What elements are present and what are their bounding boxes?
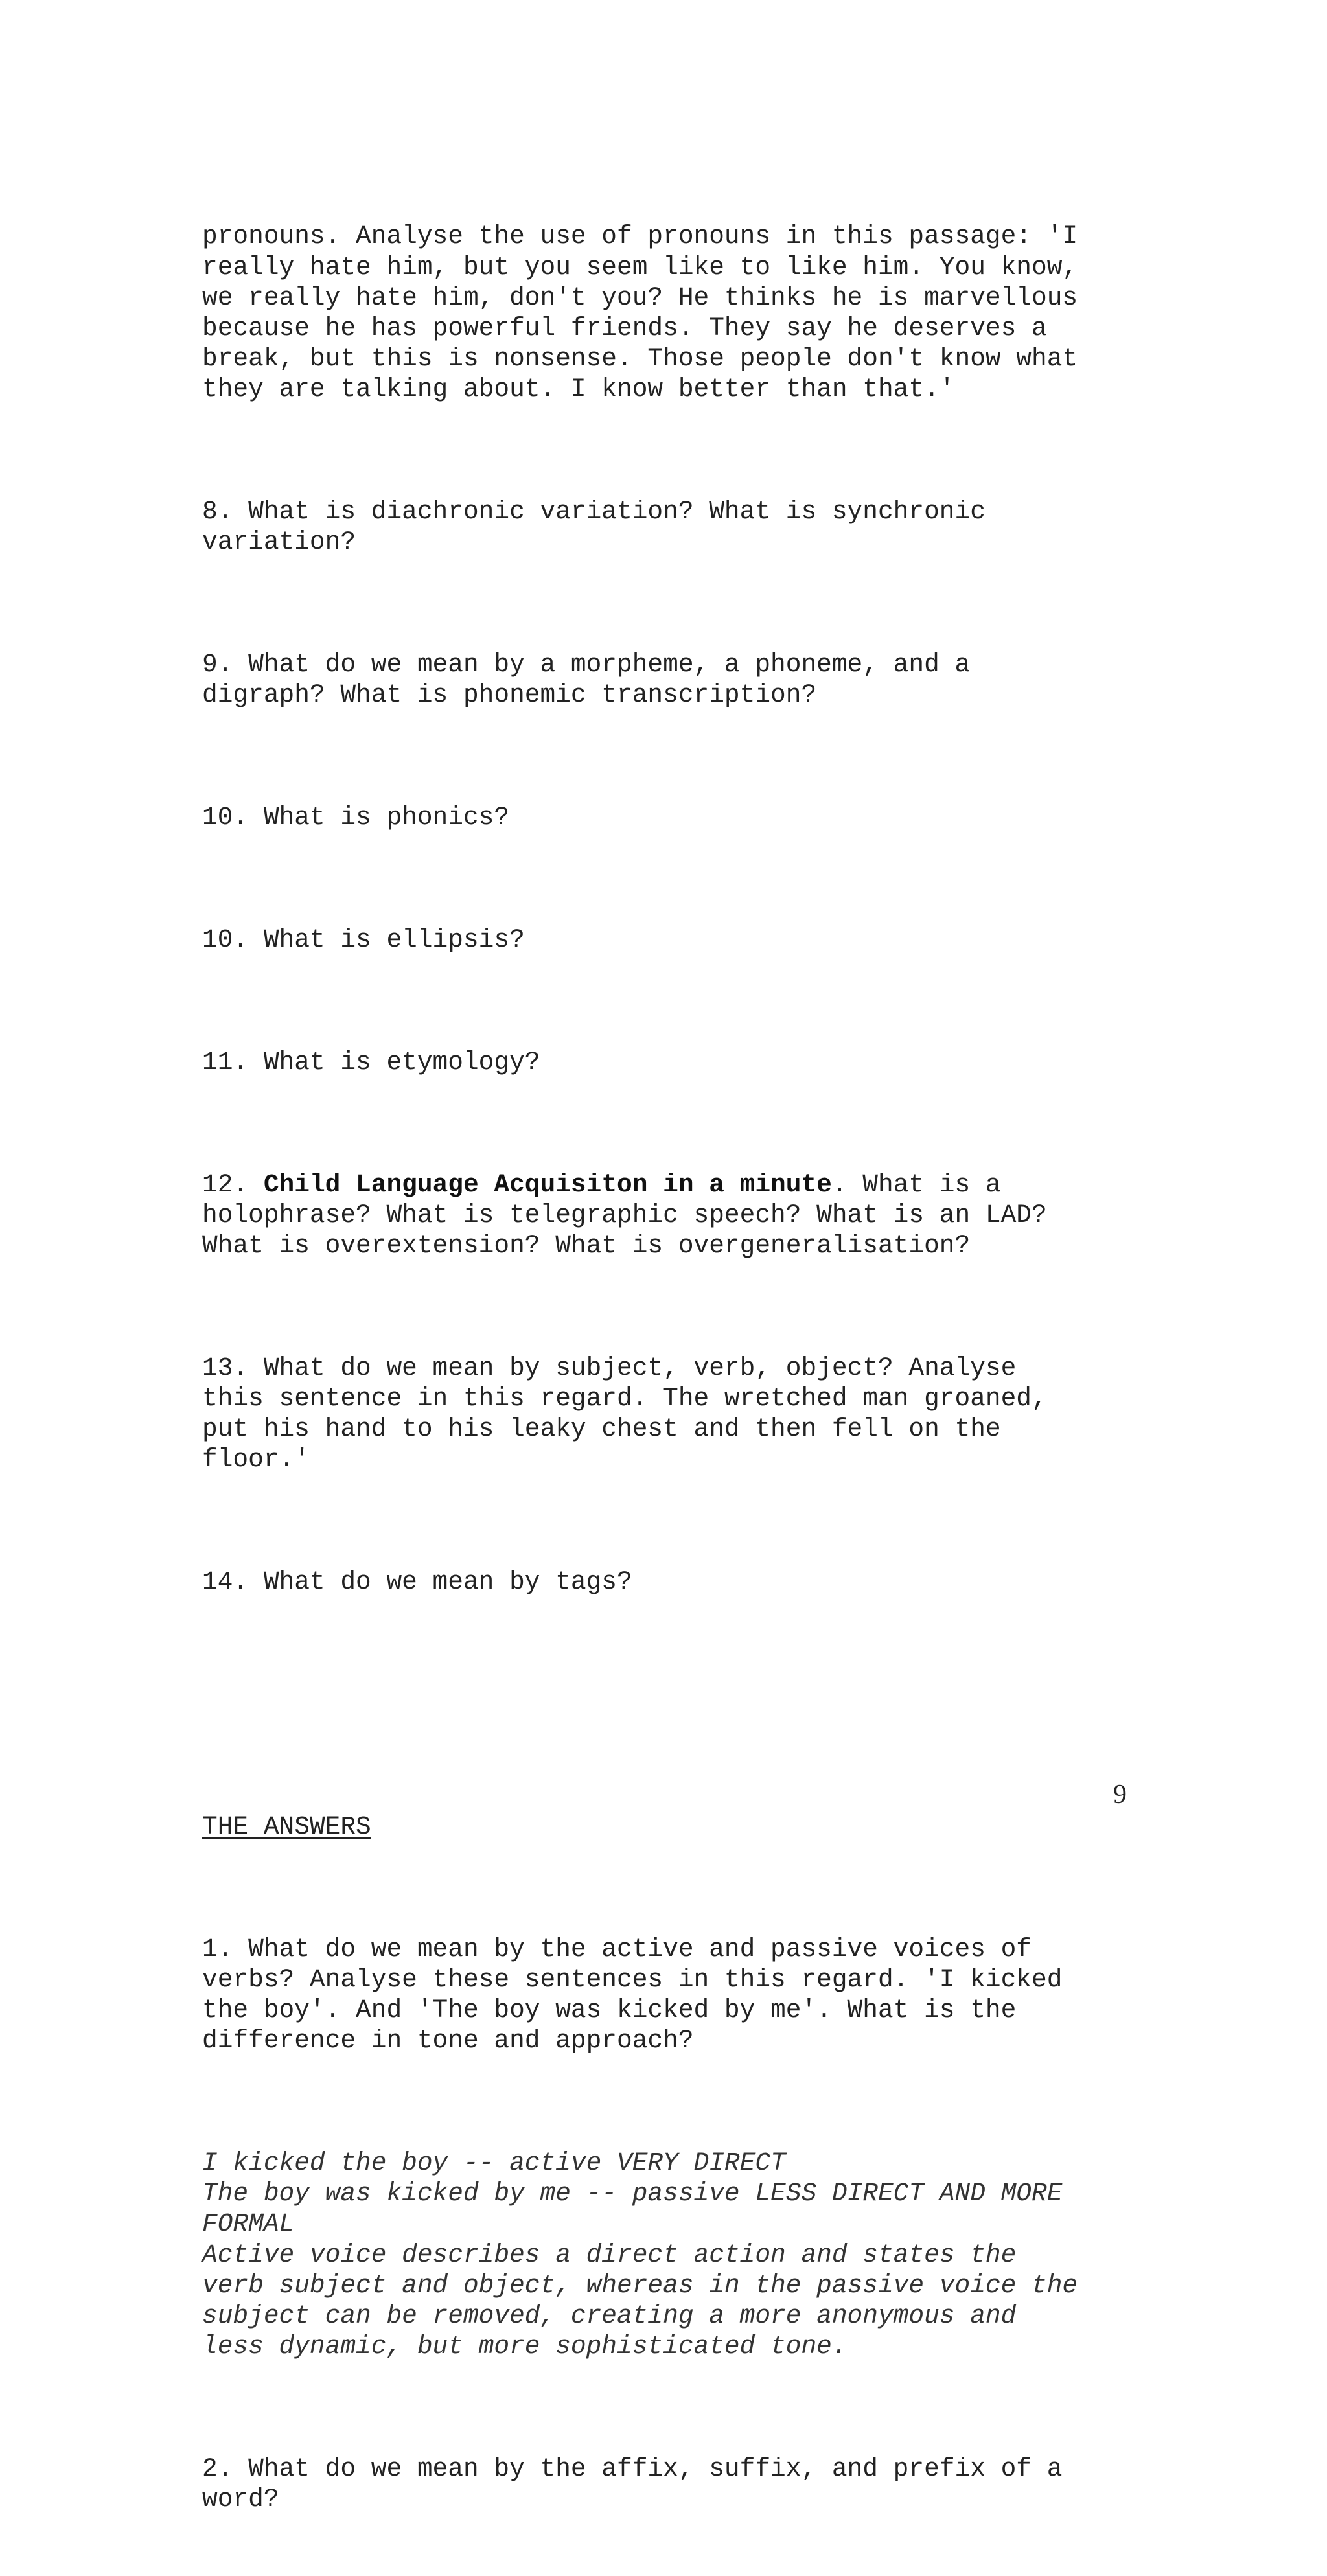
question-12 (202, 1169, 1161, 1261)
question-14: 14. What do we mean by tags? (202, 1567, 632, 1597)
question-11: 11. What is etymology? (202, 1047, 540, 1077)
question-10-phonics: 10. What is phonics? (202, 803, 510, 833)
question-12-text: . What is a holophrase? What is telegraphic speech? What is an LAD? What is overextension? What is overgeneralisation? (202, 1169, 1047, 1261)
page-number: 9 (1113, 1780, 1127, 1810)
answer-1-text: I kicked the boy -- active VERY DIRECT The boy was kicked by me -- passive LESS DIRECT AND MORE FORMAL Active voice describes a direct action and states the verb subject and object, whereas in the passive voice the subject can be removed, creating a more anonymous and less dynamic, but more sophisticated tone. (202, 2148, 1078, 2362)
answer-1-question: 1. What do we mean by the active and passive voices of verbs? Analyse these sentences in this regard. 'I kicked the boy'. And 'The boy was kicked by me'. What is the difference in tone and approach? (202, 1934, 1063, 2056)
answers-heading: THE ANSWERS (202, 1811, 371, 1841)
page-body (202, 160, 1161, 2576)
question-8: 8. What is diachronic variation? What is synchronic variation? (202, 497, 986, 557)
question-13: 13. What do we mean by subject, verb, object? Analyse this sentence in this regard. The wretched man groaned, put his hand to his leaky chest and then fell on the floor.' (202, 1353, 1047, 1475)
question-12-number: 12. (202, 1169, 264, 1199)
question-10-ellipsis: 10. What is ellipsis? (202, 925, 525, 955)
answer-2-question: 2. What do we mean by the affix, suffix, and prefix of a word? (202, 2454, 1063, 2514)
question-9: 9. What do we mean by a morpheme, a phoneme, and a digraph? What is phonemic transcription? (202, 650, 971, 710)
section-gap (202, 1689, 1161, 1750)
question-12-bold-title: Child Language Acquisiton in a minute (263, 1169, 832, 1199)
pronouns-question-text: pronouns. Analyse the use of pronouns in this passage: 'I really hate him, but you seem like to like him. You know, we really hate him, don't you? He thinks he is marvellous because he has powerful friends. They say he deserves a break, but this is nonsense. Those people don't know what they are talking about. I know better than that.' (202, 222, 1078, 404)
